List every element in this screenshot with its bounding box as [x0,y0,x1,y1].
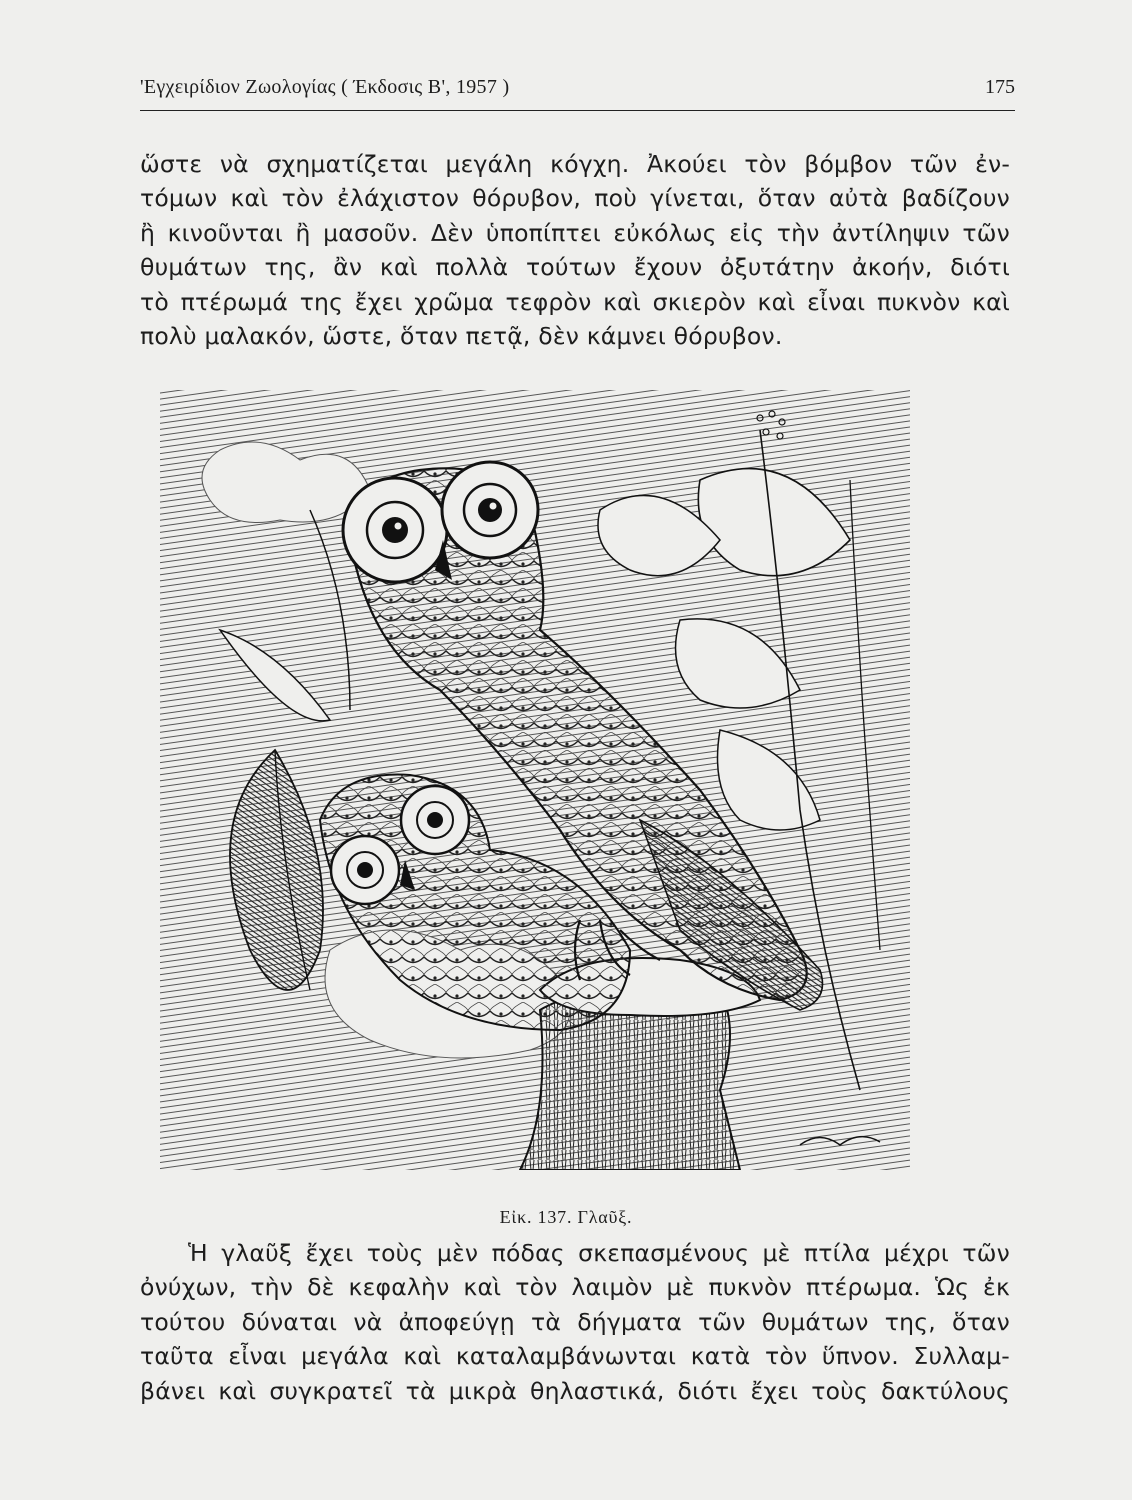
text-line: ὀνύχων, τὴν δὲ κεφαλὴν καὶ τὸν λαιμὸν μὲ πυκνὸν πτέρωμα. Ὡς ἐκ [140,1273,1010,1302]
text-line: τούτου δύναται νὰ ἀποφεύγῃ τὰ δήγματα τῶν θυμάτων της, ὅταν [140,1307,1010,1336]
paragraph-top [140,147,1010,353]
text-line: τὸ πτέρωμά της ἔχει χρῶμα τεφρὸν καὶ σκιερὸν καὶ εἶναι πυκνὸν καὶ [140,287,1010,316]
text-line: πολὺ μαλακόν, ὥστε, ὅταν πετᾷ, δὲν κάμνει θόρυβον. [140,321,783,350]
text-line: βάνει καὶ συγκρατεῖ τὰ μικρὰ θηλαστικά, διότι ἔχει τοὺς δακτύλους [140,1376,1010,1405]
paragraph-bottom [140,1236,1010,1408]
figure-caption: Εἰκ. 137. Γλαῦξ. [499,1207,633,1227]
owl-engraving [160,390,910,1170]
owl-illustration [160,390,910,1170]
text-line: ὥστε νὰ σχηματίζεται μεγάλη κόγχη. Ἀκούει τὸν βόμβον τῶν ἐν- [140,150,1010,178]
header-rule [140,110,1015,111]
text-line: ἢ κινοῦνται ἢ μασοῦν. Δὲν ὑποπίπτει εὐκόλως εἰς τὴν ἀντίληψιν τῶν [140,218,1010,247]
text-line: θυμάτων της, ἂν καὶ πολλὰ τούτων ἔχουν ὀξυτάτην ἀκοήν, διότι [140,253,1010,282]
text-line: ταῦτα εἶναι μεγάλα καὶ καταλαμβάνωνται κατὰ τὸν ὕπνον. Συλλαμ- [140,1342,1010,1371]
page-number: 175 [985,76,1015,98]
text-line: τόμων καὶ τὸν ἐλάχιστον θόρυβον, ποὺ γίνεται, ὅταν αὐτὰ βαδίζουν [140,184,1010,213]
text-line: Ἡ γλαῦξ ἔχει τοὺς μὲν πόδας σκεπασμένους μὲ πτίλα μέχρι τῶν [188,1239,1010,1267]
running-head-title: 'Εγχειρίδιον Ζωολογίας ( Έκδοσις Β', 1957 ) [140,76,510,98]
